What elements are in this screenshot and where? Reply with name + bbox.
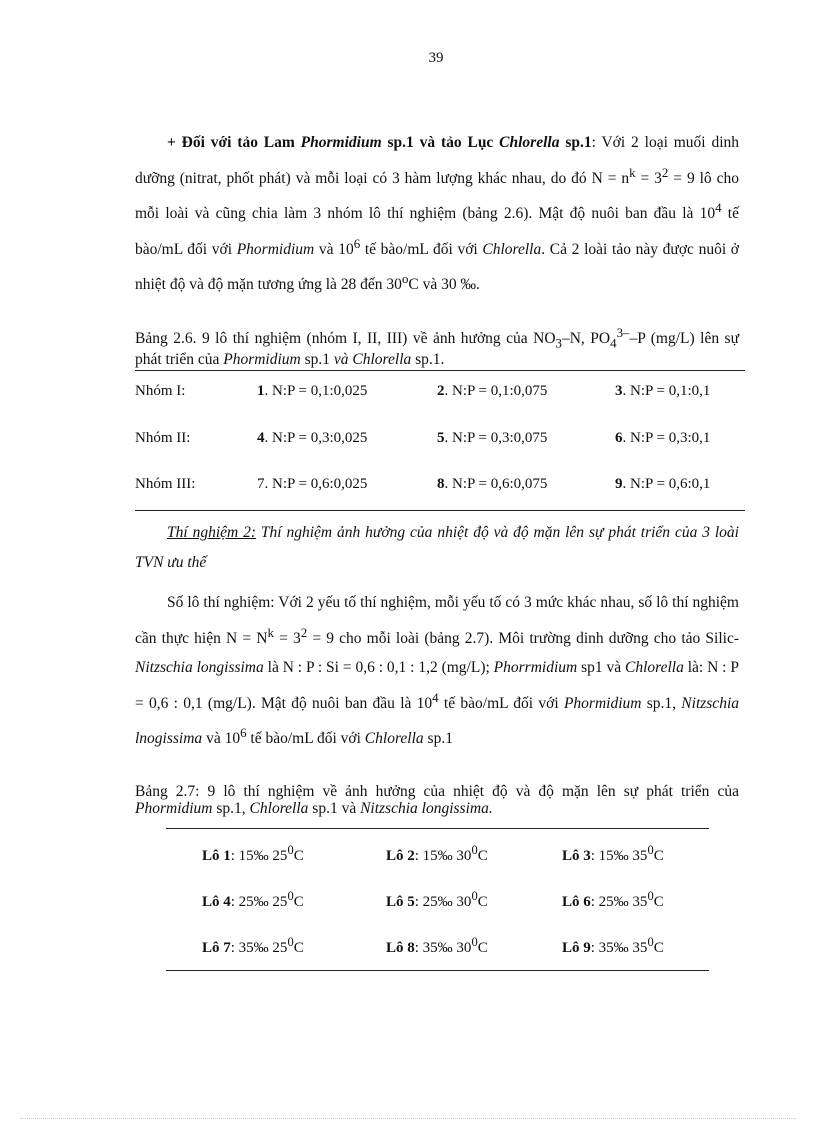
table-row — [166, 889, 709, 909]
para1-text: = 9 lô cho mỗi loài và cũng chia làm 3 nhóm lô thí nghiệm (bảng 2.6). Mật độ nuôi ban đầu là 10 — [135, 169, 739, 223]
species-italic: Phormidium — [135, 800, 213, 817]
table-2-6-top-rule — [135, 370, 745, 371]
superscript: 2 — [661, 164, 669, 180]
group-label: Nhóm II: — [135, 430, 191, 446]
species-italic: Chlorella — [625, 659, 684, 677]
lot-cell: Lô 9: 35‰ $35^0C$ — [562, 935, 664, 956]
subscript: 4 — [610, 335, 617, 351]
page-number: 39 — [428, 50, 444, 66]
para1-text: tế bào/mL đối với — [360, 240, 483, 258]
species-italic: Nitzschia longissima — [135, 659, 264, 677]
group-label: Nhóm III: — [135, 476, 196, 492]
para1-text: và 10 — [314, 240, 354, 258]
table-row — [135, 383, 739, 403]
superscript: 6 — [353, 235, 361, 251]
lot-cell: Lô 6: 25‰ $35^0C$ — [562, 889, 664, 910]
caption-text: –N, PO — [561, 330, 611, 348]
para1-text: = 3 — [635, 169, 662, 187]
table-cell: 6. N:P = 0,3:0,1 — [615, 430, 711, 446]
table-cell: 5. N:P = 0,3:0,075 — [437, 430, 548, 446]
species-italic: Chlorella — [482, 240, 542, 258]
species-italic: và Chlorella — [333, 351, 412, 369]
table-2-7-bottom-rule — [166, 970, 709, 971]
experiment-label: Thí nghiệm 2 — [167, 524, 251, 541]
superscript: k — [267, 624, 274, 640]
table-2-6-bottom-rule — [135, 510, 745, 511]
experiment-colon: : — [250, 524, 257, 541]
superscript: 4 — [715, 200, 722, 216]
table-cell: 4. N:P = 0,3:0,025 — [257, 430, 368, 446]
lot-cell: Lô 7: 35‰ $25^0C$ — [202, 935, 304, 956]
species-italic: Nitzschia longissima. — [360, 800, 493, 817]
species-italic: Phormidium — [236, 240, 315, 258]
table-cell: 2. N:P = 0,1:0,075 — [437, 383, 548, 399]
lot-cell: Lô 1: 15‰ $25^0C$ — [202, 843, 304, 864]
superscript: 6 — [240, 725, 247, 741]
superscript: o — [401, 271, 409, 287]
superscript: 3– — [616, 325, 630, 340]
para1-text: C và 30 ‰. — [408, 276, 480, 294]
lot-cell: Lô 2: 15‰ $30^0C$ — [386, 843, 488, 864]
caption-text: –P (mg/L) lên sự phát triển của — [135, 330, 739, 369]
species-phormidium: Phormidium — [300, 134, 382, 151]
group-label: Nhóm I: — [135, 383, 186, 399]
table-2-7-caption: Bảng 2.7: 9 lô thí nghiệm về ảnh hưởng của nhiệt độ và độ mặn lên sự phát triển của Phormidium sp.1, Chlorella sp.1 và Nitzschia longissima. — [135, 783, 739, 817]
paragraph-2: Số lô thí nghiệm: Với 2 yếu tố thí nghiệm, mỗi yếu tố có 3 mức khác nhau, số lô thí nghiệm cần thực hiện $N = N^k = 3^2 = 9$ cho mỗi loài (bảng 2.7). Môi trường dinh dưỡng cho tảo Silic- Nitzschia longissima là N : P : Si = 0,6 : 0,1 : 1,2 (mg/L); Phorrmidium sp1 và Chlorella là: N : P = 0,6 : 0,1 (mg/L). Mật độ nuôi ban đầu là $10^4$ tế bào/mL đối với Phormidium sp.1, Nitzschia lnogissima và $10^6$ tế bào/mL đối với Chlorella sp.1 — [135, 594, 739, 748]
species-italic: Nitzschia lnogissima — [135, 694, 739, 748]
lot-cell: Lô 4: 25‰ $25^0C$ — [202, 889, 304, 910]
species-italic: Phorrmidium — [493, 659, 578, 677]
superscript: 4 — [432, 689, 439, 705]
table-cell: 9. N:P = 0,6:0,1 — [615, 476, 711, 492]
experiment-2-heading — [135, 518, 739, 577]
table-cell: 3. N:P = 0,1:0,1 — [615, 383, 711, 399]
caption-text: sp.1 — [300, 351, 334, 369]
species-italic: Chlorella — [364, 730, 424, 748]
table-2-6-caption — [135, 324, 739, 368]
caption-text: sp.1. — [411, 351, 445, 369]
lot-cell: Lô 3: 15‰ $35^0C$ — [562, 843, 664, 864]
lead-text-3: sp.1 — [559, 134, 592, 151]
table-row — [135, 430, 739, 450]
table-cell: 7. N:P = 0,6:0,025 — [257, 476, 368, 492]
caption-text: Bảng 2.6. 9 lô thí nghiệm (nhóm I, II, III) về ảnh hưởng của NO — [135, 330, 556, 348]
page-bottom-border — [20, 1118, 796, 1119]
superscript: k — [629, 164, 636, 180]
superscript: 2 — [300, 624, 308, 640]
table-row — [166, 843, 709, 863]
table-2-7-top-rule — [166, 828, 709, 829]
table-row — [166, 935, 709, 955]
table-cell: 1. N:P = 0,1:0,025 — [257, 383, 368, 399]
lot-cell: Lô 5: 25‰ $30^0C$ — [386, 889, 488, 910]
para1-text: : Với 2 loại muối dinh dưỡng (nitrat, phốt phát) và mỗi loại có 3 hàm lượng khác nhau, do đó N = n — [135, 134, 740, 187]
para1-text: . Cả 2 loài tảo này được nuôi ở nhiệt độ và độ mặn tương ứng là 28 đến 30 — [135, 240, 739, 294]
lead-text: + Đối với tảo Lam — [167, 134, 301, 151]
para1-text: tế bào/mL đối với — [135, 205, 739, 258]
paragraph-1 — [135, 128, 739, 300]
subscript: 3 — [555, 335, 562, 351]
experiment-title: Thí nghiệm ảnh hưởng của nhiệt độ và độ mặn lên sự phát triển của 3 loài TVN ưu thế — [135, 524, 739, 571]
lead-text-2: sp.1 và tảo Lục — [381, 134, 500, 151]
lot-cell: Lô 8: 35‰ $30^0C$ — [386, 935, 488, 956]
species-italic: Phormidium — [223, 351, 301, 369]
species-chlorella: Chlorella — [499, 134, 560, 151]
species-italic: Phormidium — [563, 694, 642, 712]
table-row — [135, 476, 739, 496]
species-italic: Chlorella — [249, 800, 309, 817]
table-cell: 8. N:P = 0,6:0,075 — [437, 476, 548, 492]
